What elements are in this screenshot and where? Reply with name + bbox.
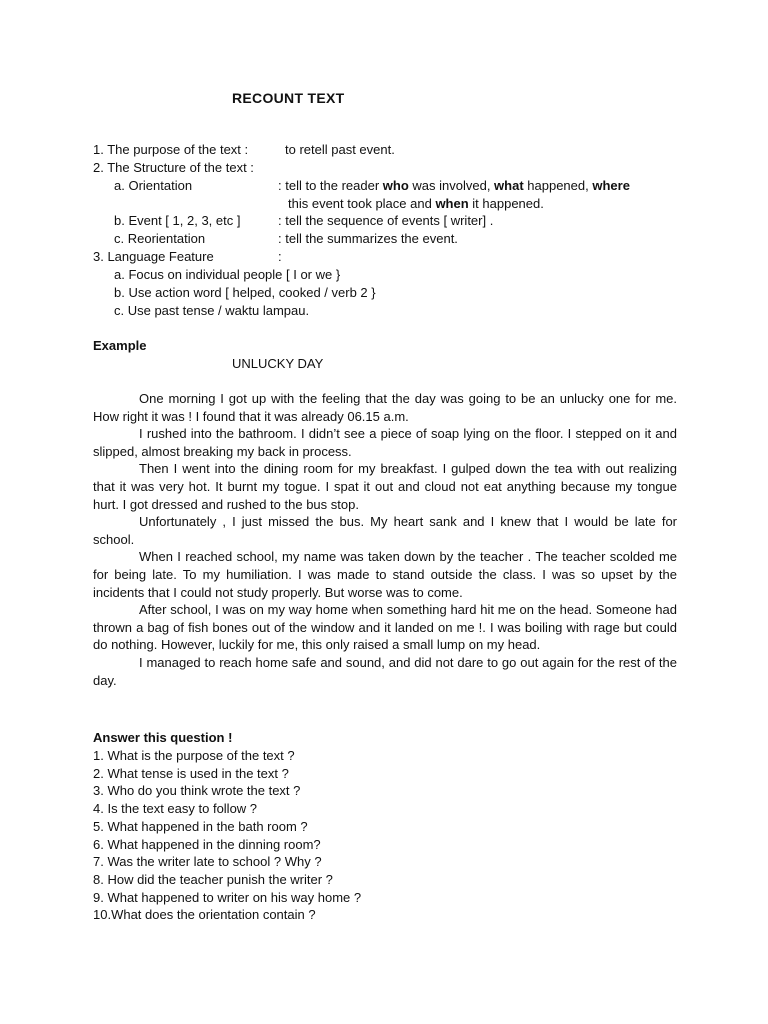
question-item: 6. What happened in the dinning room? — [93, 836, 321, 852]
orientation-desc-line1: : tell to the reader who was involved, what happened, where — [278, 178, 630, 193]
orientation-desc-line2: this event took place and when it happened. — [288, 196, 544, 211]
question-item: 8. How did the teacher punish the writer ? — [93, 871, 333, 887]
story-paragraph: One morning I got up with the feeling that the day was going to be an unlucky one for me. How right it was ! I found that it was already 06.15 a.m. — [93, 391, 677, 424]
story-paragraph: After school, I was on my way home when something hard hit me on the head. Someone had thrown a bag of fish bones out of the window and it landed on me !. I was boiling with rage but could do nothing. However, luckily for me, this only raised a small lump on my head. — [93, 602, 677, 653]
question-item: 10.What does the orientation contain ? — [93, 907, 316, 923]
reorientation-label: c. Reorientation — [114, 231, 206, 246]
purpose-value: to retell past event. — [285, 142, 395, 157]
question-list — [93, 747, 361, 924]
story-paragraph: Then I went into the dining room for my breakfast. I gulped down the tea with out realizing that it was very hot. It burnt my togue. I spat it out and cloud not eat anything because my tongue hurt. I got dressed and rushed to the bus stop. — [93, 461, 677, 512]
question-item: 1. What is the purpose of the text ? — [93, 748, 295, 763]
structure-label: 2. The Structure of the text : — [93, 160, 254, 175]
language-colon: : — [278, 249, 282, 264]
question-item: 3. Who do you think wrote the text ? — [93, 783, 301, 799]
language-label: 3. Language Feature — [93, 249, 214, 264]
story-paragraph: Unfortunately , I just missed the bus. My heart sank and I knew that I would be late for school. — [93, 514, 677, 547]
event-label: b. Event [ 1, 2, 3, etc ] — [114, 213, 241, 228]
story-paragraph: When I reached school, my name was taken down by the teacher . The teacher scolded me for being late. To my humiliation. I was made to stand outside the class. I was so upset by the incidents that I could not study properly. But worse was to come. — [93, 549, 677, 600]
question-item: 2. What tense is used in the text ? — [93, 765, 289, 781]
purpose-label: 1. The purpose of the text : — [93, 142, 249, 157]
event-value: : tell the sequence of events [ writer] . — [278, 213, 494, 228]
story-paragraph: I managed to reach home safe and sound, and did not dare to go out again for the rest of the day. — [93, 654, 677, 688]
question-item: 4. Is the text easy to follow ? — [93, 801, 258, 817]
question-item: 7. Was the writer late to school ? Why ? — [93, 854, 322, 870]
story-text — [93, 390, 677, 689]
reorientation-value: : tell the summarizes the event. — [278, 231, 458, 246]
language-item: b. Use action word [ helped, cooked / verb 2 } — [114, 285, 376, 300]
questions-heading: Answer this question ! — [93, 730, 233, 745]
example-heading: Example — [93, 338, 147, 353]
story-paragraph: I rushed into the bathroom. I didn’t see a piece of soap lying on the floor. I stepped on it and slipped, almost breaking my back in process. — [93, 426, 677, 459]
page-title: RECOUNT TEXT — [232, 90, 345, 106]
story-title: UNLUCKY DAY — [232, 356, 324, 371]
language-item: c. Use past tense / waktu lampau. — [114, 303, 310, 318]
question-item: 5. What happened in the bath room ? — [93, 818, 308, 834]
language-item: a. Focus on individual people [ I or we } — [114, 267, 341, 282]
question-item: 9. What happened to writer on his way home ? — [93, 889, 362, 905]
orientation-label: a. Orientation — [114, 178, 193, 193]
